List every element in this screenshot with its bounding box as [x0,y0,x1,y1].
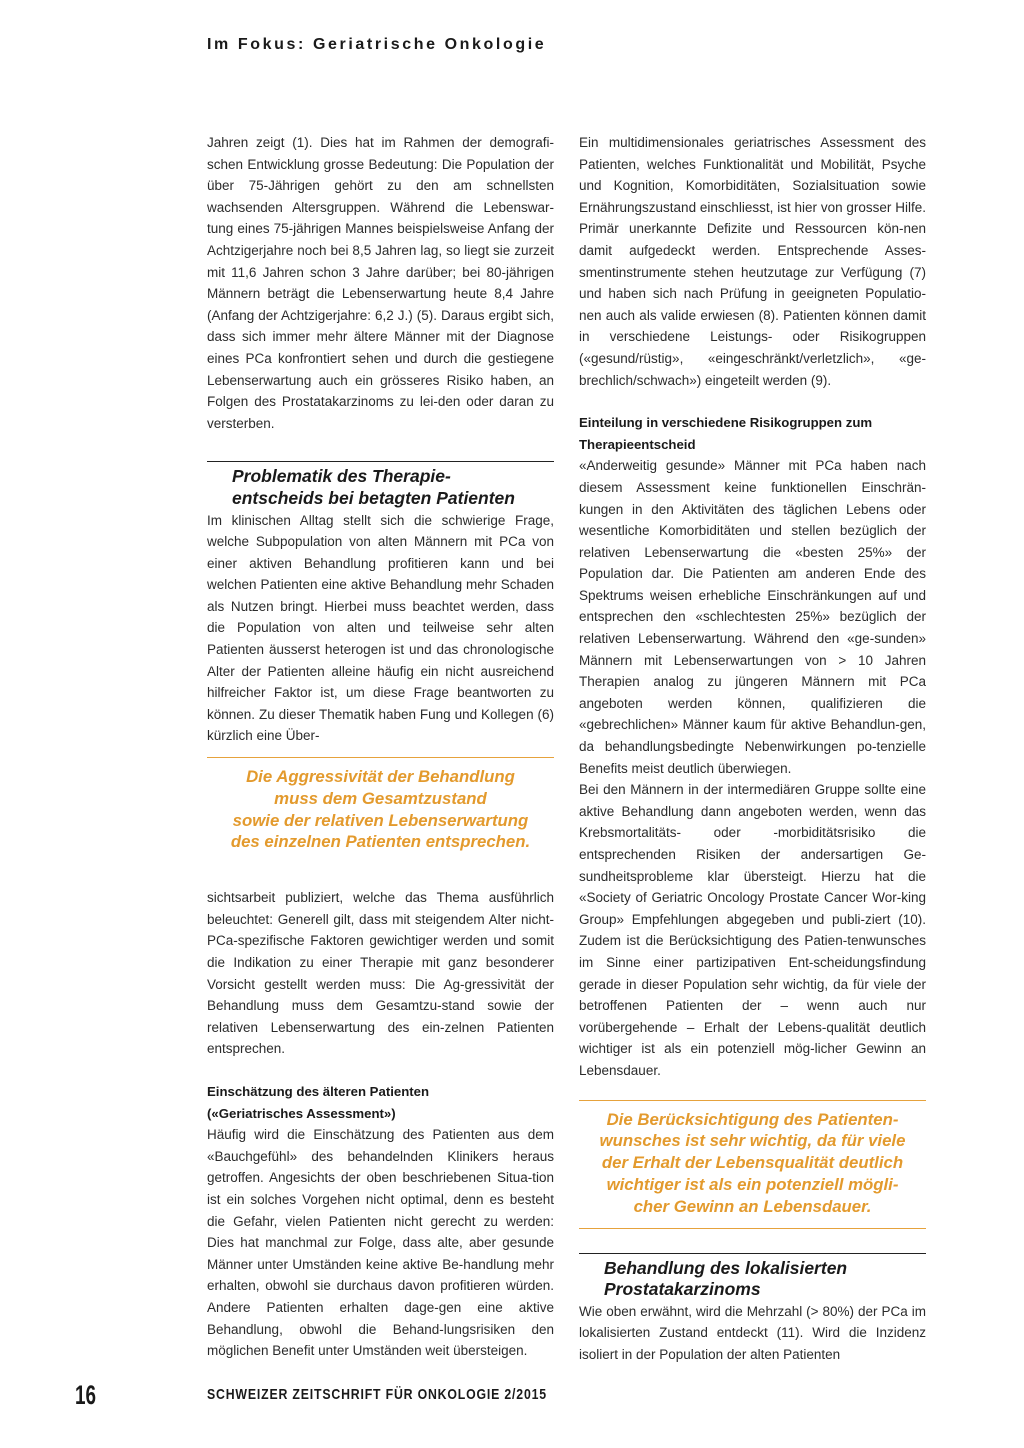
section-heading: Problematik des Therapie- entscheids bei betagten Patienten [207,461,554,509]
page-number: 16 [75,1380,97,1410]
section-heading: Behandlung des lokalisierten Prostatakarzinoms [579,1253,926,1301]
right-column [579,132,926,1365]
paragraph: Im klinischen Alltag stellt sich die schwierige Frage, welche Subpopulation von alten Männern mit PCa von einer aktiven Behandlung profitieren kann und bei welchen Patienten eine aktive Behandlung mehr Schaden als Nutzen bringt. Hierbei muss beachtet werden, dass die Population von alten und teilweise sehr alten Patienten äusserst heterogen ist und das chronologische Alter der Patienten alleine häufig ein nicht ausreichend hilfreicher Faktor ist, um diese Frage beantworten zu können. Zu dieser Thematik haben Fung und Kollegen (6) kürzlich eine Über- [207,512,554,744]
paragraph: sichtsarbeit publiziert, welche das Thema ausführlich beleuchtet: Generell gilt, dass mit steigendem Alter nicht-PCa-spezifische Faktoren gewichtiger werden und somit die Indikation zu einer Therapie mit ganz besonderer Vorsicht gestellt werden muss: Die Ag-gressivität der Behandlung muss dem Gesamtzu-stand sowie der relativen Lebenserwartung des ein-zelnen Patienten entsprechen. [207,890,554,1057]
paragraph: Wie oben erwähnt, wird die Mehrzahl (> 80%) der PCa im lokalisierten Zustand entdeckt (11). Wird die Inzidenz isoliert in der Population der alten Patienten [579,1303,926,1362]
paragraph: Jahren zeigt (1). Dies hat im Rahmen der demografi-schen Entwicklung grosse Bedeutung: Die Population der über 75-Jährigen gehört zu den am schnellsten wachsenden Altersgruppen. Während die Lebenswar-tung eines 75-jährigen Mannes beispielsweise Anfang der Achtzigerjahre noch bei 8,5 Jahren lag, so liegt sie zurzeit mit 11,6 Jahren schon 3 Jahre darüber; bei 80-jährigen Männern beträgt die Lebenserwartung heute 8,4 Jahre (Anfang der Achtzigerjahre: 6,2 J.) (5). Daraus ergibt sich, dass sich immer mehr ältere Männer mit der Diagnose eines PCa konfrontiert sehen und durch die gestiegene Lebenserwartung auch ein grösseres Risiko haben, an Folgen des Prostatakarzinoms zu lei-den oder daran zu versterben. [207,135,554,431]
pull-quote: Die Berücksichtigung des Patienten- wunsches ist sehr wichtig, da für viele der Erhalt der Lebensqualität deutlich wichtiger ist als ein potenziell mögli- cher Gewinn an Lebensdauer. [579,1100,926,1229]
journal-title: SCHWEIZER ZEITSCHRIFT FÜR ONKOLOGIE 2/2015 [207,1386,547,1403]
subheading: Einschätzung des älteren Patienten («Geriatrisches Assessment») [207,1083,430,1121]
paragraph: Bei den Männern in der intermediären Gruppe sollte eine aktive Behandlung dann angeboten werden, wenn das Krebsmortalitäts- oder -morbiditätsrisiko die entsprechenden Risiken der andersartigen Ge-sundheitsprobleme klar übersteigt. Hierzu hat die «Society of Geriatric Oncology Prostate Cancer Wor-king Group» Empfehlungen abgegeben und publi-ziert (10). Zudem ist die Berücksichtigung des Patien-tenwunsches im Sinne einer partizipativen Ent-scheidungsfindung gerade in dieser Population sehr wichtig, da für viele der betroffenen Patienten der – wenn auch nur vorübergehende – Erhalt der Lebens-qualität deutlich wichtiger ist als ein potenziell mög-licher Gewinn an Lebensdauer. [579,782,926,1078]
running-head: Im Fokus: Geriatrische Onkologie [207,36,547,53]
paragraph: Häufig wird die Einschätzung des Patienten aus dem «Bauchgefühl» des behandelnden Klinikers heraus getroffen. Angesichts der oben beschriebenen Situa-tion ist ein solches Vorgehen nicht optimal, denn es besteht die Gefahr, vielen Patienten nicht gerecht zu werden: Dies hat manchmal zur Folge, dass alte, aber gesunde Männer unter Umständen keine aktive Be-handlung mehr erhalten, obwohl sie durchaus davon profitieren würden. Andere Patienten erhalten dage-gen eine aktive Behandlung, obwohl die Behand-lungsrisiken den möglichen Benefit unter Umständen weit übersteigen. [207,1127,554,1359]
subheading: Einteilung in verschiedene Risikogruppen zum Therapieentscheid [579,415,873,452]
left-column [207,132,554,1362]
pull-quote: Die Aggressivität der Behandlung muss dem Gesamtzustand sowie der relativen Lebenserwartung des einzelnen Patienten entsprechen. [207,757,554,877]
paragraph: Ein multidimensionales geriatrisches Assessment des Patienten, welches Funktionalität und Mobilität, Psyche und Kognition, Komorbiditäten, Sozialsituation sowie Ernährungszustand einschliesst, ist hier von grosser Hilfe. Primär unerkannte Defizite und Ressourcen kön-nen damit aufgedeckt werden. Entsprechende Asses-smentinstrumente stehen heutzutage zur Verfügung (7) und haben sich nach Prüfung in geeigneten Populatio-nen auch als valide erwiesen (8). Patienten können damit in verschiedene Leistungs- oder Risikogruppen («gesund/rüstig», «eingeschränkt/verletzlich», «ge-brechlich/schwach») eingeteilt werden (9). [579,135,926,388]
paragraph: «Anderweitig gesunde» Männer mit PCa haben nach diesem Assessment keine funktionellen Einschrän-kungen in den Aktivitäten des täglichen Lebens oder wesentliche Komorbiditäten und stellen bezüglich der relativen Lebenserwartung die «besten 25%» der Population dar. Die Patienten am anderen Ende des Spektrums weisen erhebliche Einschränkungen auf und entsprechen den «schlechtesten 25%» bezüglich der relativen Lebenserwartung. Während den «ge-sunden» Männern mit Lebenserwartungen von > 10 Jahren Therapien analog zu jüngeren Männern mit PCa angeboten werden können, qualifizieren die «gebrechlichen» Männer kaum für aktive Behandlun-gen, da behandlungsbedingte Nebenwirkungen po-tenzielle Benefits meist deutlich überwiegen. [579,458,926,776]
